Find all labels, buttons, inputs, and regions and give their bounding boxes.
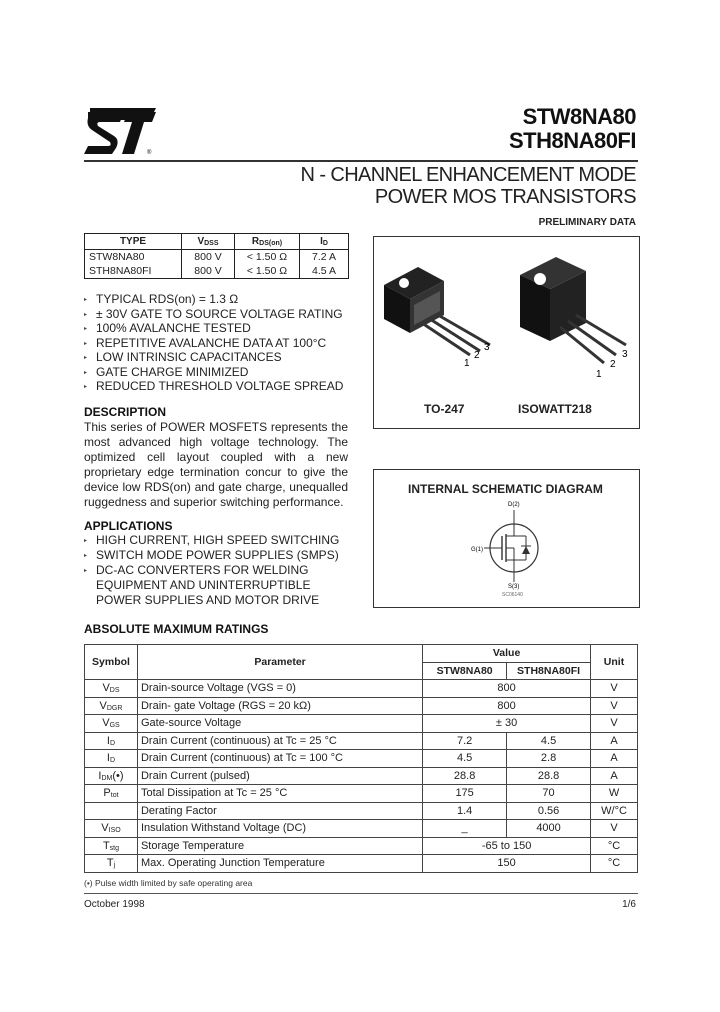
- list-item: ▸ LOW INTRINSIC CAPACITANCES: [84, 350, 343, 365]
- value-cell-stw: 4.5: [423, 750, 507, 768]
- rds-cell: < 1.50 Ω: [235, 250, 300, 265]
- col-value: Value: [423, 645, 591, 663]
- parameter-cell: Insulation Withstand Voltage (DC): [137, 820, 422, 838]
- col-parameter: Parameter: [137, 645, 422, 680]
- unit-cell: °C: [591, 855, 638, 873]
- title-line-2: POWER MOS TRANSISTORS: [374, 186, 636, 208]
- col-value-sth: STH8NA80FI: [507, 662, 591, 680]
- col-rds: $R_{DS(on)}$: [235, 234, 300, 250]
- symbol-cell: [85, 802, 138, 820]
- parameter-cell: Derating Factor: [137, 802, 422, 820]
- table-row: [85, 732, 638, 750]
- symbol-cell: $V_{ISO}$: [85, 820, 138, 838]
- list-item: ▸ TYPICAL RDS(on) = 1.3 Ω: [84, 292, 343, 307]
- pin-1-label: 1: [596, 369, 602, 380]
- footnote: (•) Pulse width limited by safe operating area: [84, 878, 253, 888]
- symbol-cell: $V_{DGR}$: [85, 697, 138, 715]
- symbol-cell: $I_D$: [85, 732, 138, 750]
- schematic-ref: SC06140: [502, 592, 523, 598]
- table-row: [85, 680, 638, 698]
- parameter-cell: Drain-source Voltage (VGS = 0): [137, 680, 422, 698]
- value-cell-sth: 4.5: [507, 732, 591, 750]
- title-line-1: N - CHANNEL ENHANCEMENT MODE: [300, 164, 636, 186]
- unit-cell: V: [591, 820, 638, 838]
- value-cell: 800: [423, 697, 591, 715]
- unit-cell: V: [591, 715, 638, 733]
- value-cell-stw: _: [423, 820, 507, 838]
- unit-cell: A: [591, 750, 638, 768]
- parameter-cell: Max. Operating Junction Temperature: [137, 855, 422, 873]
- table-row: [85, 264, 349, 279]
- table-row: [85, 250, 349, 265]
- value-cell-sth: 70: [507, 785, 591, 803]
- parameter-cell: Storage Temperature: [137, 837, 422, 855]
- value-cell-stw: 28.8: [423, 767, 507, 785]
- type-cell: STW8NA80: [85, 250, 182, 265]
- parameter-cell: Drain Current (continuous) at Tc = 100 °C: [137, 750, 422, 768]
- page-number: 1/6: [622, 899, 636, 910]
- value-cell-sth: 2.8: [507, 750, 591, 768]
- part-number-secondary: STH8NA80FI: [508, 128, 636, 153]
- unit-cell: V: [591, 697, 638, 715]
- value-cell: -65 to 150: [423, 837, 591, 855]
- list-item-continued: EQUIPMENT AND UNINTERRUPTIBLE: [96, 578, 311, 592]
- table-row: [85, 820, 638, 838]
- pin-3-label: 3: [484, 342, 490, 353]
- value-cell-stw: 1.4: [423, 802, 507, 820]
- package-label-isowatt218: ISOWATT218: [518, 402, 592, 416]
- list-item: ▸ REPETITIVE AVALANCHE DATA AT 100°C: [84, 336, 343, 351]
- preliminary-label: PRELIMINARY DATA: [538, 217, 636, 228]
- applications-list: [84, 533, 339, 608]
- list-item: ▸ GATE CHARGE MINIMIZED: [84, 365, 343, 380]
- list-item-continued: POWER SUPPLIES AND MOTOR DRIVE: [96, 593, 320, 607]
- value-cell: ± 30: [423, 715, 591, 733]
- list-item: ▸ ± 30V GATE TO SOURCE VOLTAGE RATING: [84, 307, 343, 322]
- value-cell-sth: 4000: [507, 820, 591, 838]
- table-row: [85, 697, 638, 715]
- symbol-cell: $P_{tot}$: [85, 785, 138, 803]
- unit-cell: W: [591, 785, 638, 803]
- footer-divider: [84, 893, 638, 894]
- source-label: S(3): [508, 584, 520, 590]
- col-vdss: $V_{DSS}$: [182, 234, 235, 250]
- to247-package-icon: [384, 267, 490, 369]
- col-value-stw: STW8NA80: [423, 662, 507, 680]
- list-item: ▸ HIGH CURRENT, HIGH SPEED SWITCHING: [84, 533, 339, 548]
- package-box: [373, 236, 640, 429]
- header-divider: [84, 160, 638, 162]
- parameter-cell: Total Dissipation at Tc = 25 °C: [137, 785, 422, 803]
- value-cell-sth: 28.8: [507, 767, 591, 785]
- pin-2-label: 2: [474, 350, 480, 361]
- type-cell: STH8NA80FI: [85, 264, 182, 279]
- symbol-cell: $T_j$: [85, 855, 138, 873]
- table-row: [85, 855, 638, 873]
- isowatt218-package-icon: [520, 257, 628, 380]
- parameter-cell: Gate-source Voltage: [137, 715, 422, 733]
- package-drawings: [374, 237, 639, 428]
- vdss-cell: 800 V: [182, 264, 235, 279]
- list-item: ▸ DC-AC CONVERTERS FOR WELDING: [84, 563, 339, 578]
- type-summary-table: [84, 233, 349, 279]
- unit-cell: A: [591, 767, 638, 785]
- table-row: [85, 767, 638, 785]
- col-type: TYPE: [85, 234, 182, 250]
- description-text: This series of POWER MOSFETS represents the most advanced high voltage technology. The optimized cell layout coupled with a new proprietary edge termination concur to give the device low RDS(on) and gate charge, unequalled ruggedness and superior switching performance.: [84, 420, 348, 509]
- table-row: [85, 715, 638, 733]
- id-cell: 4.5 A: [300, 264, 349, 279]
- vdss-cell: 800 V: [182, 250, 235, 265]
- symbol-cell: $I_D$: [85, 750, 138, 768]
- footer-date: October 1998: [84, 899, 145, 910]
- symbol-cell: $I_{DM}(•)$: [85, 767, 138, 785]
- value-cell-sth: 0.56: [507, 802, 591, 820]
- rds-cell: < 1.50 Ω: [235, 264, 300, 279]
- drain-label: D(2): [508, 502, 520, 508]
- schematic-title: INTERNAL SCHEMATIC DIAGRAM: [408, 482, 603, 496]
- ratings-table: [84, 644, 638, 873]
- col-id: $I_D$: [300, 234, 349, 250]
- id-cell: 7.2 A: [300, 250, 349, 265]
- table-row: [85, 837, 638, 855]
- pin-2-label: 2: [610, 359, 616, 370]
- value-cell: 800: [423, 680, 591, 698]
- list-item: ▸ SWITCH MODE POWER SUPPLIES (SMPS): [84, 548, 339, 563]
- table-row: [85, 802, 638, 820]
- symbol-cell: $V_{GS}$: [85, 715, 138, 733]
- table-row: [85, 785, 638, 803]
- col-unit: Unit: [591, 645, 638, 680]
- unit-cell: °C: [591, 837, 638, 855]
- gate-label: G(1): [471, 547, 483, 553]
- applications-heading: APPLICATIONS: [84, 519, 173, 533]
- parameter-cell: Drain Current (continuous) at Tc = 25 °C: [137, 732, 422, 750]
- description-heading: DESCRIPTION: [84, 405, 167, 419]
- unit-cell: V: [591, 680, 638, 698]
- pin-1-label: 1: [464, 358, 470, 369]
- st-logo: [84, 106, 156, 156]
- table-row: [85, 750, 638, 768]
- registered-mark: ®: [147, 150, 152, 156]
- ratings-heading: ABSOLUTE MAXIMUM RATINGS: [84, 622, 269, 636]
- parameter-cell: Drain- gate Voltage (RGS = 20 kΩ): [137, 697, 422, 715]
- value-cell-stw: 175: [423, 785, 507, 803]
- parameter-cell: Drain Current (pulsed): [137, 767, 422, 785]
- unit-cell: W/°C: [591, 802, 638, 820]
- unit-cell: A: [591, 732, 638, 750]
- part-number-primary: STW8NA80: [522, 104, 636, 129]
- pin-3-label: 3: [622, 349, 628, 360]
- list-item: ▸ REDUCED THRESHOLD VOLTAGE SPREAD: [84, 379, 343, 394]
- feature-list: [84, 292, 343, 394]
- list-item: ▸ 100% AVALANCHE TESTED: [84, 321, 343, 336]
- value-cell: 150: [423, 855, 591, 873]
- value-cell-stw: 7.2: [423, 732, 507, 750]
- symbol-cell: $T_{stg}$: [85, 837, 138, 855]
- col-symbol: Symbol: [85, 645, 138, 680]
- symbol-cell: $V_{DS}$: [85, 680, 138, 698]
- package-label-to247: TO-247: [424, 402, 465, 416]
